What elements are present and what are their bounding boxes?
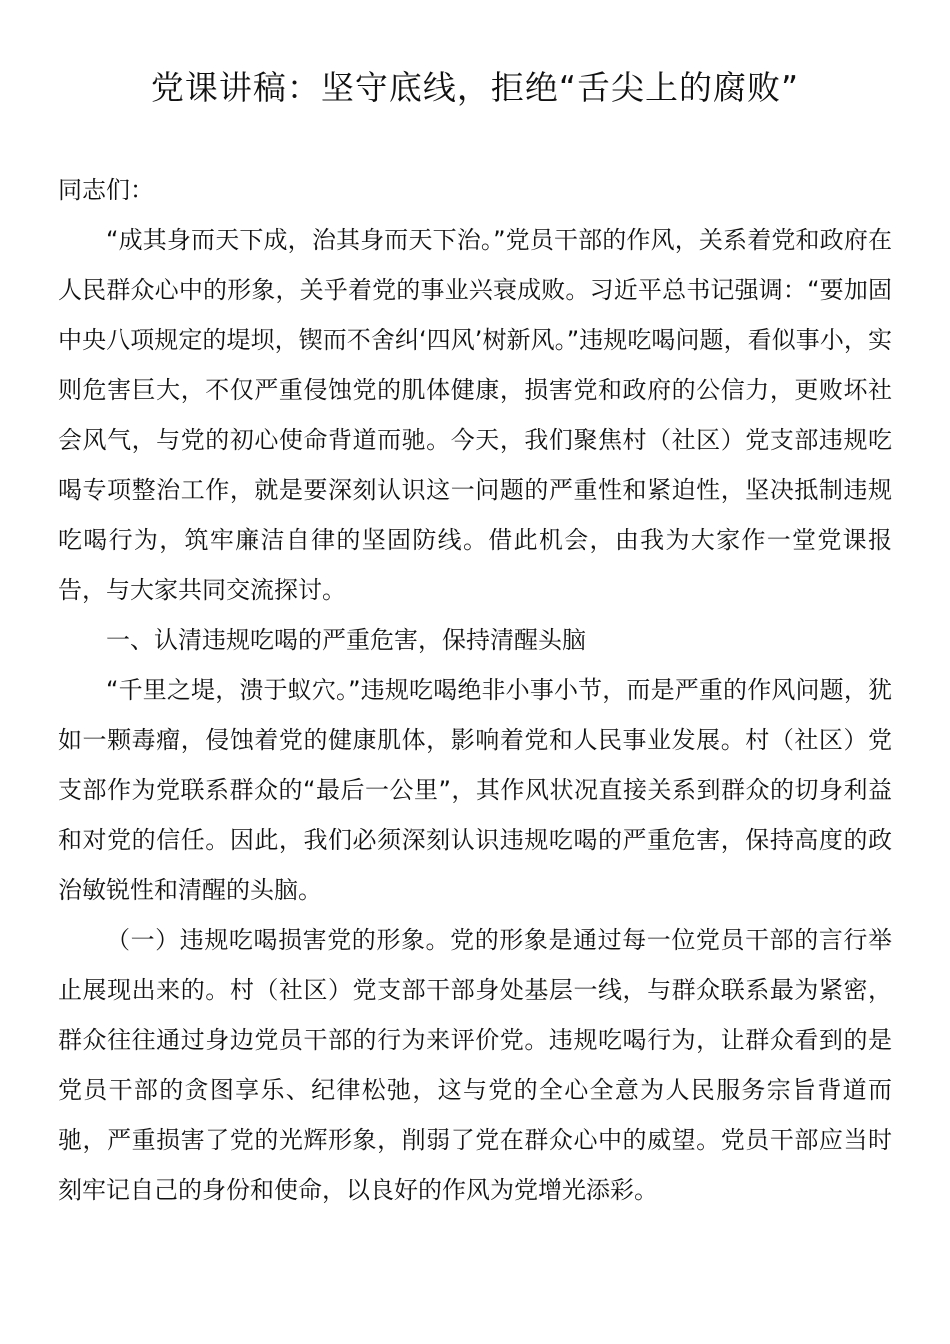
document-title: 党课讲稿：坚守底线，拒绝“舌尖上的腐败” xyxy=(150,68,800,107)
paragraph-subsection-1: （一）违规吃喝损害党的形象。党的形象是通过每一位党员干部的言行举止展现出来的。村（社区）党支部干部身处基层一线，与群众联系最为紧密，群众往往通过身边党员干部的行为来评价党。违规吃喝行为，让群众看到的是党员干部的贪图享乐、纪律松弛，这与党的全心全意为人民服务宗旨背道而驰，严重损害了党的光辉形象，削弱了党在群众心中的威望。党员干部应当时刻牢记自己的身份和使命，以良好的作风为党增光添彩。 xyxy=(58,926,892,1204)
paragraph-intro: “成其身而天下成，治其身而天下治。”党员干部的作风，关系着党和政府在人民群众心中的形象，关乎着党的事业兴衰成败。习近平总书记强调：“要加固中央八项规定的堤坝，锲而不舍纠‘四风’树新风。”违规吃喝问题，看似事小，实则危害巨大，不仅严重侵蚀党的肌体健康，损害党和政府的公信力，更败坏社会风气，与党的初心使命背道而驰。今天，我们聚焦村（社区）党支部违规吃喝专项整治工作，就是要深刻认识这一问题的严重性和紧迫性，坚决抵制违规吃喝行为，筑牢廉洁自律的坚固防线。借此机会，由我为大家作一堂党课报告，与大家共同交流探讨。 xyxy=(58,226,892,604)
paragraph-section-1: “千里之堤，溃于蚁穴。”违规吃喝绝非小事小节，而是严重的作风问题，犹如一颗毒瘤，侵蚀着党的健康肌体，影响着党和人民事业发展。村（社区）党支部作为党联系群众的“最后一公里”，其作风状况直接关系到群众的切身利益和对党的信任。因此，我们必须深刻认识违规吃喝的严重危害，保持高度的政治敏锐性和清醒的头脑。 xyxy=(58,676,892,904)
salutation: 同志们： xyxy=(58,176,154,204)
section-heading-1: 一、认清违规吃喝的严重危害，保持清醒头脑 xyxy=(106,626,586,654)
document-body xyxy=(58,165,892,1215)
